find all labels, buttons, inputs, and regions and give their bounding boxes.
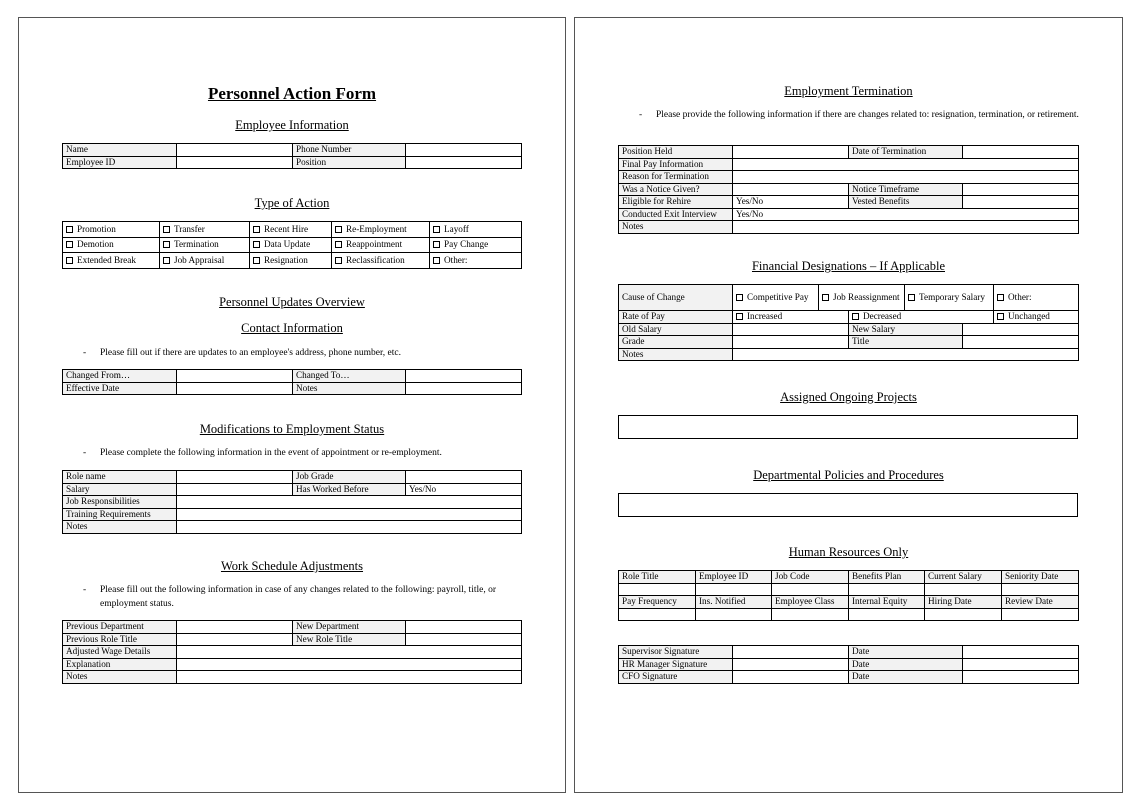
final-pay-information-label: Final Pay Information	[619, 158, 733, 171]
increased-option[interactable]	[733, 311, 849, 324]
type-of-action-table	[62, 221, 522, 269]
checkbox[interactable]	[163, 257, 170, 264]
new-role-title-field[interactable]	[406, 633, 522, 646]
job-responsibilities-label: Job Responsibilities	[63, 496, 177, 509]
option-label: Re-Employment	[346, 223, 407, 234]
cfo-signature-label: CFO Signature	[619, 671, 733, 684]
signatures-table	[618, 645, 1079, 684]
table-row	[63, 646, 522, 659]
position-label: Position	[293, 156, 406, 169]
note-text: Please provide the following information if there are changes related to: resignation, termination, or retirement.	[656, 110, 1079, 120]
competitive-pay-option[interactable]	[733, 285, 819, 311]
contact-information-table	[62, 369, 522, 395]
type-of-action-heading: Type of Action	[254, 196, 330, 210]
assigned-projects-heading: Assigned Ongoing Projects	[780, 390, 917, 404]
checkbox[interactable]	[253, 226, 260, 233]
option-label: Reappointment	[346, 239, 403, 250]
table-row	[619, 323, 1079, 336]
training-requirements-field[interactable]	[177, 508, 522, 521]
new-department-field[interactable]	[406, 621, 522, 634]
extended-break-option[interactable]	[63, 253, 160, 269]
table-row	[619, 171, 1079, 184]
contact-information-heading: Contact Information	[241, 321, 343, 335]
checkbox[interactable]	[253, 257, 260, 264]
unchanged-option[interactable]	[994, 311, 1079, 324]
eligible-for-rehire-label: Eligible for Rehire	[619, 196, 733, 209]
employment-termination-heading: Employment Termination	[784, 84, 913, 98]
supervisor-signature-label: Supervisor Signature	[619, 646, 733, 659]
benefits-plan-label: Benefits Plan	[849, 571, 925, 584]
job-code-field[interactable]	[772, 583, 849, 596]
old-salary-field[interactable]	[733, 323, 849, 336]
human-resources-table	[618, 570, 1079, 621]
employee-id-field[interactable]	[177, 156, 293, 169]
reason-for-termination-field[interactable]	[733, 171, 1079, 184]
table-row	[619, 158, 1079, 171]
reason-for-termination-label: Reason for Termination	[619, 171, 733, 184]
option-label: Other:	[1008, 292, 1032, 302]
option-label: Decreased	[863, 311, 902, 322]
option-label: Pay Change	[444, 239, 489, 250]
table-row	[63, 382, 522, 395]
phone-number-label: Phone Number	[293, 144, 406, 157]
table-row	[619, 646, 1079, 659]
other-option[interactable]	[430, 253, 522, 269]
table-row	[619, 196, 1079, 209]
new-role-title-label: New Role Title	[293, 633, 406, 646]
notice-given-label: Was a Notice Given?	[619, 183, 733, 196]
checkbox[interactable]	[253, 241, 260, 248]
option-label: Job Reassignment	[833, 292, 900, 303]
adjusted-wage-details-field[interactable]	[177, 646, 522, 659]
checkbox[interactable]	[163, 226, 170, 233]
grade-label: Grade	[619, 336, 733, 349]
termination-option[interactable]	[160, 237, 250, 253]
name-field[interactable]	[177, 144, 293, 157]
benefits-plan-field[interactable]	[849, 583, 925, 596]
table-row	[63, 156, 522, 169]
title-label: Title	[849, 336, 963, 349]
ins-notified-field[interactable]	[696, 608, 772, 621]
job-grade-field[interactable]	[406, 471, 522, 484]
checkbox[interactable]	[852, 313, 859, 320]
date-field[interactable]	[963, 646, 1079, 659]
option-label: Resignation	[264, 254, 308, 265]
job-reassignment-option[interactable]	[819, 285, 905, 311]
explanation-field[interactable]	[177, 658, 522, 671]
note-bullet: -	[639, 110, 643, 120]
notes-field[interactable]	[733, 221, 1079, 234]
option-label: Increased	[747, 311, 783, 322]
notice-timeframe-label: Notice Timeframe	[849, 183, 963, 196]
has-worked-before-label: Has Worked Before	[293, 483, 406, 496]
notice-given-field[interactable]	[733, 183, 849, 196]
hr-manager-signature-label: HR Manager Signature	[619, 658, 733, 671]
recent-hire-option[interactable]	[250, 222, 332, 238]
checkbox[interactable]	[66, 241, 73, 248]
reappointment-option[interactable]	[332, 237, 430, 253]
vested-benefits-label: Vested Benefits	[849, 196, 963, 209]
checkbox[interactable]	[997, 294, 1004, 301]
checkbox[interactable]	[736, 294, 743, 301]
exit-interview-label: Conducted Exit Interview	[619, 208, 733, 221]
transfer-option[interactable]	[160, 222, 250, 238]
previous-department-label: Previous Department	[63, 621, 177, 634]
notice-timeframe-field[interactable]	[963, 183, 1079, 196]
notes-label: Notes	[63, 521, 177, 534]
previous-department-field[interactable]	[177, 621, 293, 634]
pay-change-option[interactable]	[430, 237, 522, 253]
exit-interview-field[interactable]: Yes/No	[733, 208, 1079, 221]
form-page-1	[18, 17, 566, 793]
changed-from-field[interactable]	[177, 370, 293, 383]
notes-label: Notes	[293, 382, 406, 395]
seniority-date-label: Seniority Date	[1002, 571, 1079, 584]
demotion-option[interactable]	[63, 237, 160, 253]
grade-field[interactable]	[733, 336, 849, 349]
table-row	[619, 221, 1079, 234]
current-salary-label: Current Salary	[925, 571, 1002, 584]
review-date-field[interactable]	[1002, 608, 1079, 621]
table-row	[619, 596, 1079, 609]
previous-role-title-field[interactable]	[177, 633, 293, 646]
option-label: Layoff	[444, 223, 469, 234]
notes-field[interactable]	[177, 521, 522, 534]
table-row	[63, 633, 522, 646]
work-schedule-table	[62, 620, 522, 684]
option-label: Competitive Pay	[747, 292, 809, 303]
role-title-field[interactable]	[619, 583, 696, 596]
option-label: Data Update	[264, 239, 311, 250]
hr-manager-signature-field[interactable]	[733, 658, 849, 671]
pay-frequency-label: Pay Frequency	[619, 596, 696, 609]
table-row	[63, 671, 522, 684]
employee-class-field[interactable]	[772, 608, 849, 621]
vested-benefits-field[interactable]	[963, 196, 1079, 209]
employment-status-note	[83, 446, 523, 460]
checkbox[interactable]	[163, 241, 170, 248]
data-update-option[interactable]	[250, 237, 332, 253]
work-schedule-heading: Work Schedule Adjustments	[220, 559, 364, 573]
table-row	[619, 146, 1079, 159]
note-bullet: -	[83, 448, 87, 458]
job-grade-label: Job Grade	[293, 471, 406, 484]
date-of-termination-label: Date of Termination	[849, 146, 963, 159]
reclassification-option[interactable]	[332, 253, 430, 269]
rate-of-pay-label: Rate of Pay	[619, 311, 733, 324]
option-label: Unchanged	[1008, 311, 1050, 322]
note-bullet: -	[83, 585, 87, 595]
checkbox[interactable]	[908, 294, 915, 301]
position-field[interactable]	[406, 156, 522, 169]
table-row	[619, 571, 1079, 584]
table-row	[63, 471, 522, 484]
title-field[interactable]	[963, 336, 1079, 349]
financial-designations-table	[618, 284, 1079, 361]
option-label: Reclassification	[346, 254, 405, 265]
notes-label: Notes	[619, 221, 733, 234]
table-row	[619, 608, 1079, 621]
review-date-label: Review Date	[1002, 596, 1079, 609]
final-pay-information-field[interactable]	[733, 158, 1079, 171]
checkbox[interactable]	[335, 257, 342, 264]
human-resources-only-heading: Human Resources Only	[788, 545, 909, 559]
table-row	[619, 285, 1079, 311]
option-label: Other:	[444, 254, 468, 265]
table-row	[63, 222, 522, 238]
checkbox[interactable]	[433, 226, 440, 233]
table-row	[619, 671, 1079, 684]
table-row	[63, 370, 522, 383]
work-schedule-note	[83, 583, 523, 611]
date-field[interactable]	[963, 671, 1079, 684]
table-row	[619, 183, 1079, 196]
effective-date-label: Effective Date	[63, 382, 177, 395]
personnel-updates-overview-heading: Personnel Updates Overview	[219, 295, 365, 309]
date-field[interactable]	[963, 658, 1079, 671]
termination-note	[639, 108, 1079, 122]
date-label: Date	[849, 658, 963, 671]
date-label: Date	[849, 646, 963, 659]
notes-field[interactable]	[406, 382, 522, 395]
table-row	[63, 496, 522, 509]
role-name-field[interactable]	[177, 471, 293, 484]
name-label: Name	[63, 144, 177, 157]
departmental-policies-field[interactable]	[618, 493, 1078, 517]
current-salary-field[interactable]	[925, 583, 1002, 596]
job-appraisal-option[interactable]	[160, 253, 250, 269]
salary-label: Salary	[63, 483, 177, 496]
termination-table	[618, 145, 1079, 234]
notes-field[interactable]	[177, 671, 522, 684]
eligible-for-rehire-field[interactable]: Yes/No	[733, 196, 849, 209]
checkbox[interactable]	[335, 241, 342, 248]
table-row	[63, 253, 522, 269]
table-row	[63, 521, 522, 534]
checkbox[interactable]	[66, 257, 73, 264]
salary-field[interactable]	[177, 483, 293, 496]
note-text: Please complete the following information in the event of appointment or re-employment.	[100, 448, 442, 458]
table-row	[619, 336, 1079, 349]
internal-equity-label: Internal Equity	[849, 596, 925, 609]
table-row	[63, 144, 522, 157]
promotion-option[interactable]	[63, 222, 160, 238]
new-department-label: New Department	[293, 621, 406, 634]
employee-information-table	[62, 143, 522, 169]
date-label: Date	[849, 671, 963, 684]
option-label: Transfer	[174, 223, 205, 234]
table-row	[63, 658, 522, 671]
cause-of-change-label: Cause of Change	[619, 285, 733, 311]
checkbox[interactable]	[736, 313, 743, 320]
employee-id-field[interactable]	[696, 583, 772, 596]
employee-class-label: Employee Class	[772, 596, 849, 609]
decreased-option[interactable]	[849, 311, 994, 324]
resignation-option[interactable]	[250, 253, 332, 269]
table-row	[619, 311, 1079, 324]
option-label: Demotion	[77, 239, 114, 250]
new-salary-label: New Salary	[849, 323, 963, 336]
notes-label: Notes	[619, 348, 733, 361]
date-of-termination-field[interactable]	[963, 146, 1079, 159]
table-row	[619, 658, 1079, 671]
checkbox[interactable]	[433, 241, 440, 248]
form-title: Personnel Action Form	[207, 84, 377, 103]
position-held-field[interactable]	[733, 146, 849, 159]
temporary-salary-option[interactable]	[905, 285, 994, 311]
table-row	[63, 508, 522, 521]
note-text: Please fill out the following information in case of any changes related to the following: payroll, title, or employment status.	[100, 585, 496, 609]
note-bullet: -	[83, 348, 87, 358]
employee-id-label: Employee ID	[696, 571, 772, 584]
form-page-2	[574, 17, 1123, 793]
contact-information-note	[83, 346, 523, 360]
cfo-signature-field[interactable]	[733, 671, 849, 684]
explanation-label: Explanation	[63, 658, 177, 671]
adjusted-wage-details-label: Adjusted Wage Details	[63, 646, 177, 659]
hiring-date-label: Hiring Date	[925, 596, 1002, 609]
has-worked-before-field[interactable]: Yes/No	[406, 483, 522, 496]
assigned-projects-field[interactable]	[618, 415, 1078, 439]
job-code-label: Job Code	[772, 571, 849, 584]
checkbox[interactable]	[433, 257, 440, 264]
changed-from-label: Changed From…	[63, 370, 177, 383]
hiring-date-field[interactable]	[925, 608, 1002, 621]
layoff-option[interactable]	[430, 222, 522, 238]
table-row	[619, 208, 1079, 221]
training-requirements-label: Training Requirements	[63, 508, 177, 521]
other-option[interactable]	[994, 285, 1079, 311]
effective-date-field[interactable]	[177, 382, 293, 395]
table-row	[619, 348, 1079, 361]
option-label: Job Appraisal	[174, 254, 225, 265]
internal-equity-field[interactable]	[849, 608, 925, 621]
checkbox[interactable]	[66, 226, 73, 233]
employment-status-table	[62, 470, 522, 534]
financial-designations-heading: Financial Designations – If Applicable	[751, 259, 945, 273]
option-label: Termination	[174, 239, 219, 250]
notes-label: Notes	[63, 671, 177, 684]
option-label: Recent Hire	[264, 223, 309, 234]
phone-number-field[interactable]	[406, 144, 522, 157]
supervisor-signature-field[interactable]	[733, 646, 849, 659]
new-salary-field[interactable]	[963, 323, 1079, 336]
changed-to-label: Changed To…	[293, 370, 406, 383]
pay-frequency-field[interactable]	[619, 608, 696, 621]
old-salary-label: Old Salary	[619, 323, 733, 336]
note-text: Please fill out if there are updates to an employee's address, phone number, etc.	[100, 348, 402, 358]
ins-notified-label: Ins. Notified	[696, 596, 772, 609]
table-row	[63, 483, 522, 496]
previous-role-title-label: Previous Role Title	[63, 633, 177, 646]
checkbox[interactable]	[997, 313, 1004, 320]
table-row	[63, 237, 522, 253]
option-label: Temporary Salary	[919, 292, 985, 303]
notes-field[interactable]	[733, 348, 1079, 361]
table-row	[619, 583, 1079, 596]
checkbox[interactable]	[822, 294, 829, 301]
seniority-date-field[interactable]	[1002, 583, 1079, 596]
table-row	[63, 621, 522, 634]
option-label: Extended Break	[77, 254, 136, 265]
position-held-label: Position Held	[619, 146, 733, 159]
checkbox[interactable]	[335, 226, 342, 233]
changed-to-field[interactable]	[406, 370, 522, 383]
role-name-label: Role name	[63, 471, 177, 484]
employee-information-heading: Employee Information	[235, 118, 349, 132]
employee-id-label: Employee ID	[63, 156, 177, 169]
re-employment-option[interactable]	[332, 222, 430, 238]
employment-status-heading: Modifications to Employment Status	[199, 422, 385, 436]
job-responsibilities-field[interactable]	[177, 496, 522, 509]
departmental-policies-heading: Departmental Policies and Procedures	[753, 468, 944, 482]
role-title-label: Role Title	[619, 571, 696, 584]
option-label: Promotion	[77, 223, 116, 234]
